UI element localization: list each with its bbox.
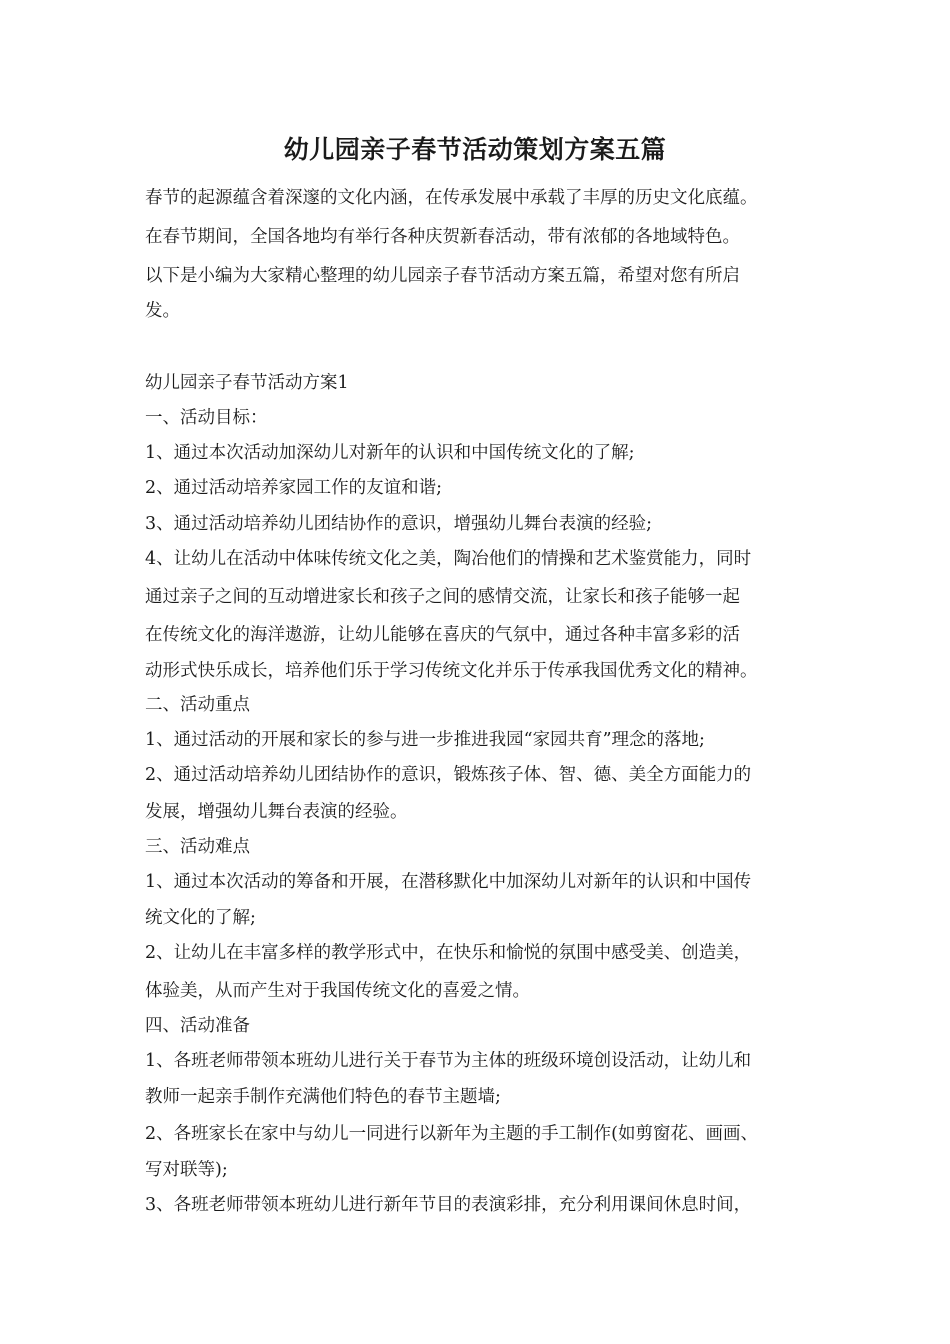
body-line: 在传统文化的海洋遨游，让幼儿能够在喜庆的气氛中，通过各种丰富多彩的活 (145, 625, 740, 645)
body-line: 写对联等); (145, 1160, 228, 1180)
document-title: 幼儿园亲子春节活动策划方案五篇 (283, 135, 667, 164)
body-line: 1、各班老师带领本班幼儿进行关于春节为主体的班级环境创设活动，让幼儿和 (145, 1051, 752, 1071)
subheading: 四、活动准备 (145, 1016, 250, 1036)
body-line: 1、通过本次活动加深幼儿对新年的认识和中国传统文化的了解; (145, 443, 635, 463)
intro-line: 发。 (145, 301, 180, 321)
body-line: 发展，增强幼儿舞台表演的经验。 (145, 802, 408, 822)
intro-line: 以下是小编为大家精心整理的幼儿园亲子春节活动方案五篇，希望对您有所启 (145, 266, 740, 286)
subheading: 二、活动重点 (145, 695, 250, 715)
intro-line: 在春节期间，全国各地均有举行各种庆贺新春活动，带有浓郁的各地域特色。 (145, 227, 740, 247)
body-line: 2、让幼儿在丰富多样的教学形式中，在快乐和愉悦的氛围中感受美、创造美， (145, 943, 752, 963)
body-line: 统文化的了解; (145, 908, 256, 928)
subheading: 三、活动难点 (145, 837, 250, 857)
body-line: 体验美，从而产生对于我国传统文化的喜爱之情。 (145, 981, 530, 1001)
body-line: 3、各班老师带领本班幼儿进行新年节目的表演彩排，充分利用课间休息时间， (145, 1195, 752, 1215)
body-line: 2、各班家长在家中与幼儿一同进行以新年为主题的手工制作(如剪窗花、画画、 (145, 1124, 758, 1144)
body-line: 动形式快乐成长，培养他们乐于学习传统文化并乐于传承我国优秀文化的精神。 (145, 661, 758, 681)
body-line: 1、通过活动的开展和家长的参与进一步推进我园“家园共育”理念的落地; (145, 730, 705, 750)
body-line: 2、通过活动培养幼儿团结协作的意识，锻炼孩子体、智、德、美全方面能力的 (145, 765, 752, 785)
body-line: 教师一起亲手制作充满他们特色的春节主题墙; (145, 1087, 501, 1107)
body-line: 4、让幼儿在活动中体味传统文化之美，陶冶他们的情操和艺术鉴赏能力，同时 (145, 549, 752, 569)
body-line: 2、通过活动培养家园工作的友谊和谐; (145, 478, 443, 498)
subheading: 一、活动目标： (145, 408, 268, 428)
body-line: 通过亲子之间的互动增进家长和孩子之间的感情交流，让家长和孩子能够一起 (145, 587, 740, 607)
body-line: 1、通过本次活动的筹备和开展，在潜移默化中加深幼儿对新年的认识和中国传 (145, 872, 752, 892)
intro-line: 春节的起源蕴含着深邃的文化内涵，在传承发展中承载了丰厚的历史文化底蕴。 (145, 188, 758, 208)
body-line: 3、通过活动培养幼儿团结协作的意识，增强幼儿舞台表演的经验; (145, 514, 653, 534)
section-heading: 幼儿园亲子春节活动方案1 (145, 373, 349, 393)
